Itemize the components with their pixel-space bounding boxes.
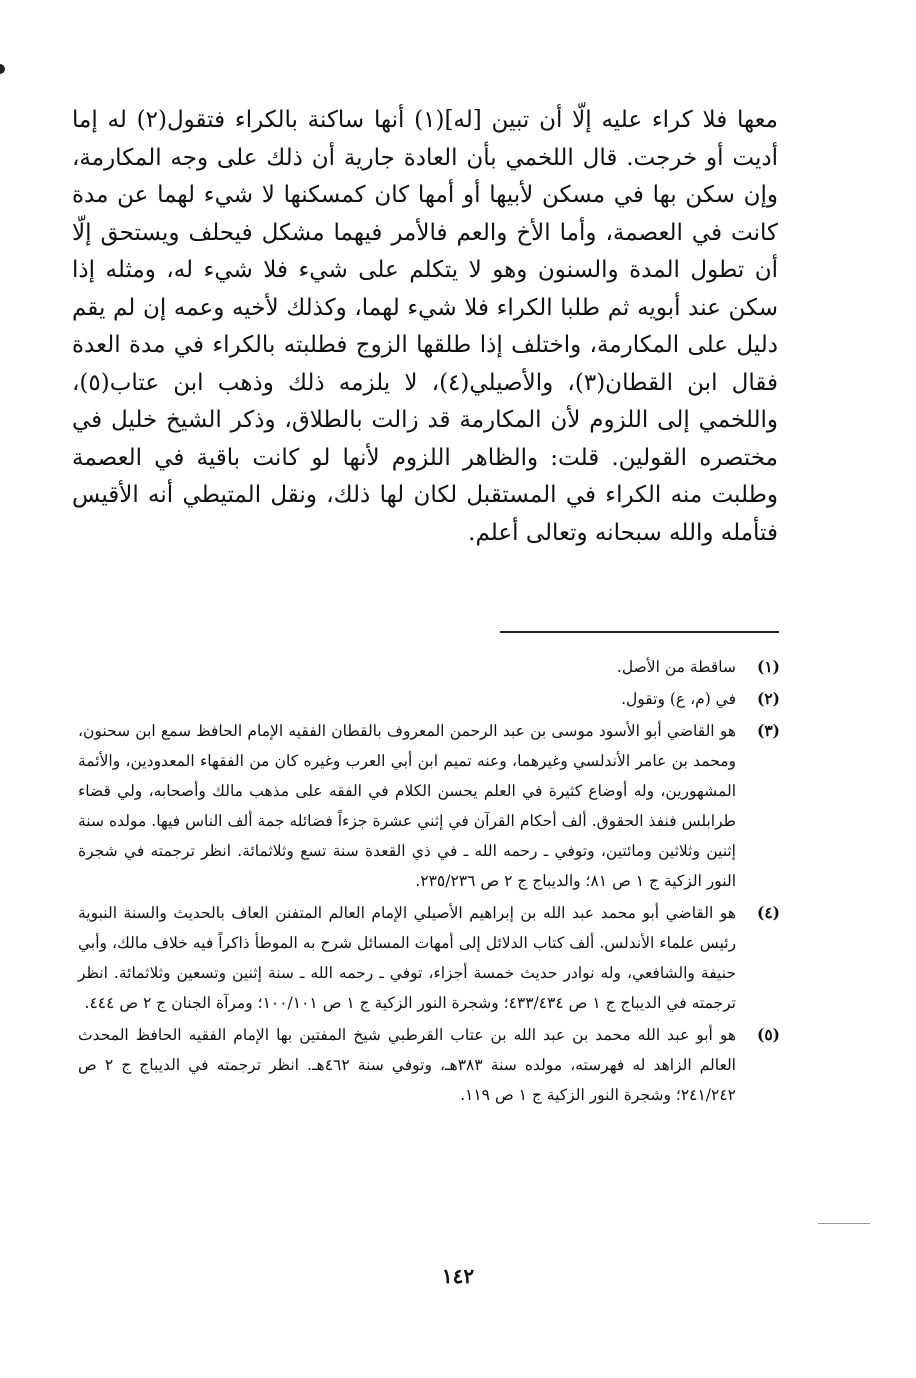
footnote-5 bbox=[78, 1020, 780, 1110]
scan-artifact-line bbox=[818, 1223, 870, 1224]
footnote-text: هو أبو عبد الله محمد بن عبد الله بن عتاب القرطبي شيخ المفتين بها الإمام الفقيه الحافظ المحدث العالم الزاهد له فهرسته، مولده سنة ٣٨٣هـ، وتوفي سنة ٤٦٢هـ. انظر ترجمته في الديباج ج ٢ ص ٢٤١/٢٤٢؛ وشجرة النور الزكية ج ١ ص ١١٩. bbox=[78, 1026, 736, 1104]
footnote-3 bbox=[78, 716, 780, 896]
footnote-separator bbox=[500, 631, 779, 633]
footnote-2 bbox=[78, 684, 780, 714]
footnote-number: (٢) bbox=[756, 689, 780, 708]
footnote-number: (٣) bbox=[756, 721, 780, 740]
scan-edge-mark bbox=[0, 64, 5, 74]
footnote-text: ساقطة من الأصل. bbox=[616, 658, 736, 676]
footnote-text: هو القاضي أبو محمد عبد الله بن إبراهيم الأصيلي الإمام العالم المتفنن العاف بالحديث والسنة النبوية رئيس علماء الأندلس. ألف كتاب الدلائل إلى أمهات المسائل شرح به الموطأ ذاكراً فيه خلاف مالك، وأبي حنيفة والشافعي، وله نوادر حديث خمسة أجزاء، توفي ـ رحمه الله ـ سنة إثنين وتسعين وثلاثمائة. انظر ترجمته في الديباج ج ١ ص ٤٣٣/٤٣٤؛ وشجرة النور الزكية ج ١ ص ١٠٠/١٠١؛ ومرآة الجنان ج ٢ ص ٤٤٤. bbox=[78, 904, 736, 1012]
footnote-number: (١) bbox=[756, 657, 780, 676]
main-text-block bbox=[72, 102, 778, 552]
footnote-number: (٤) bbox=[756, 903, 780, 922]
footnote-number: (٥) bbox=[756, 1025, 780, 1044]
footnote-text: هو القاضي أبو الأسود موسى بن عبد الرحمن المعروف بالقطان الفقيه الإمام الحافظ سمع ابن سحنون، ومحمد بن عامر الأندلسي وغيرهما، وعنه تميم ابن أبي العرب وغيره كان من الفقهاء المعدودين، والأئمة المشهورين، وله أوضاع كثيرة في العلم يحسن الكلام في الفقه على مذهب مالك وأصحابه، ولي قضاء طرابلس فنفذ الحقوق. ألف أحكام القرآن في إثني عشرة جزءاً فضائله جمة ألف الناس فيها. مولده سنة إثنين وثلاثين ومائتين، وتوفي ـ رحمه الله ـ في ذي القعدة سنة تسع وثلاثمائة. انظر ترجمته في شجرة النور الزكية ج ١ ص ٨١؛ والديباج ج ٢ ص ٢٣٥/٢٣٦. bbox=[78, 722, 736, 890]
footnote-text: في (م، ع) وتقول. bbox=[621, 690, 736, 708]
footnote-1 bbox=[78, 652, 780, 682]
footnote-4 bbox=[78, 898, 780, 1018]
footnotes-section bbox=[78, 652, 780, 1112]
main-paragraph: معها فلا كراء عليه إلّا أن تبين [له](١) أنها ساكنة بالكراء فتقول(٢) له إما أديت أو خرجت. قال اللخمي بأن العادة جارية أن ذلك على وجه المكارمة، وإن سكن بها في مسكن لأبيها أو أمها كان كمسكنها لا شيء لهما عن مدة كانت في العصمة، وأما الأخ والعم فالأمر فيهما مشكل فيحلف ويستحق إلّا أن تطول المدة والسنون وهو لا يتكلم على شيء فلا شيء له، ومثله إذا سكن عند أبويه ثم طلبا الكراء فلا شيء لهما، وكذلك لأخيه وعمه إن لم يقم دليل على المكارمة، واختلف إذا طلقها الزوج فطلبته بالكراء في مدة العدة فقال ابن القطان(٣)، والأصيلي(٤)، لا يلزمه ذلك وذهب ابن عتاب(٥)، واللخمي إلى اللزوم لأن المكارمة قد زالت بالطلاق، وذكر الشيخ خليل في مختصره القولين. قلت: والظاهر اللزوم لأنها لو كانت باقية في العصمة وطلبت منه الكراء في المستقبل لكان لها ذلك، ونقل المتيطي أنه الأقيس فتأمله والله سبحانه وتعالى أعلم. bbox=[72, 107, 778, 546]
page-number: ١٤٢ bbox=[441, 1264, 475, 1288]
